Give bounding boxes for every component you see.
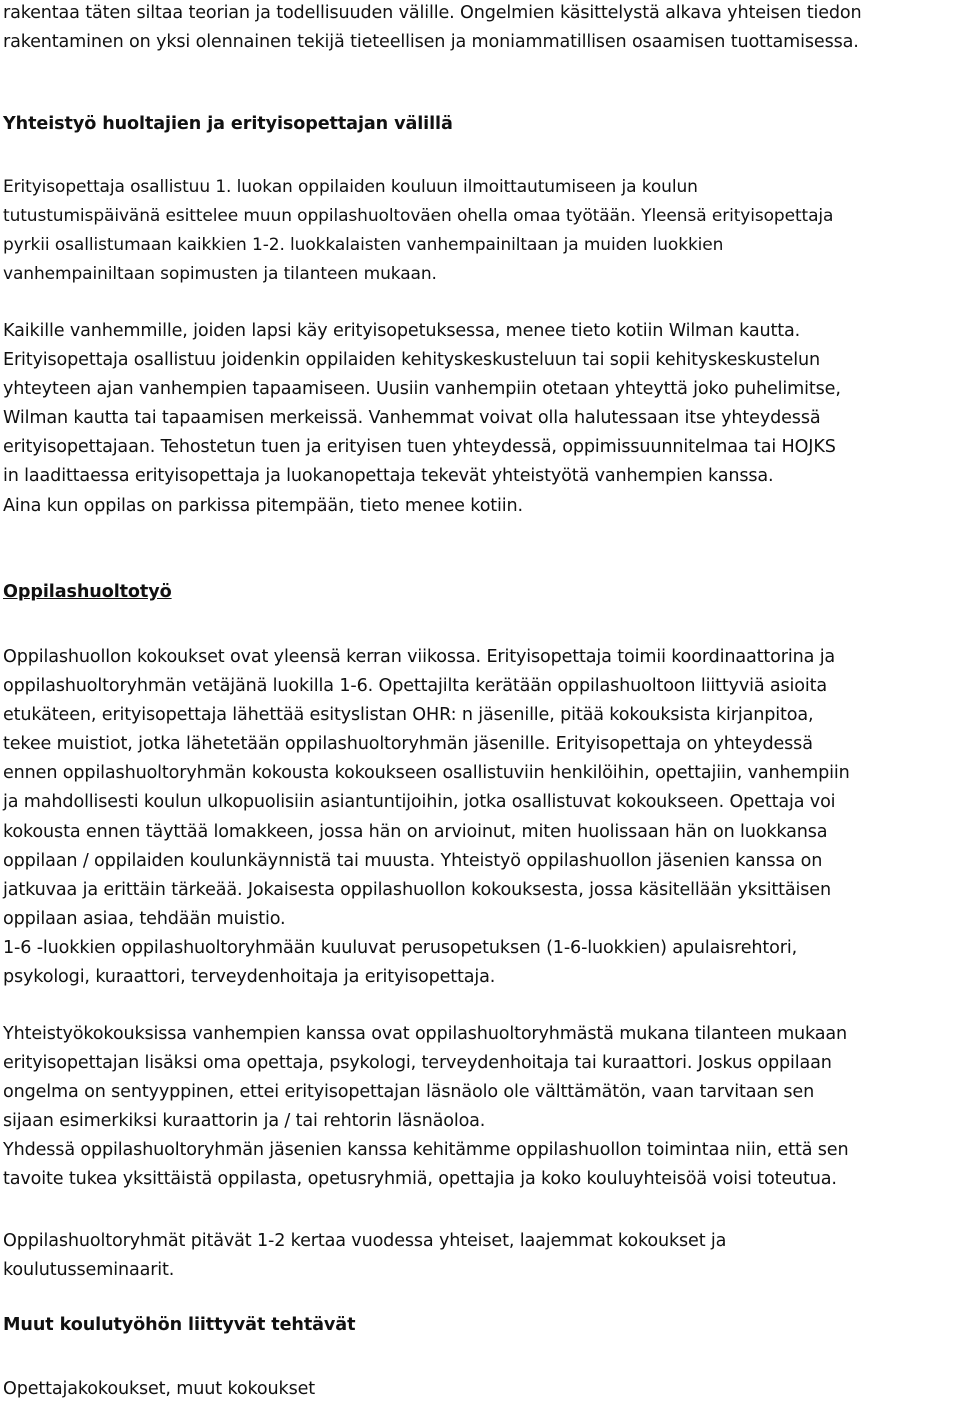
intro-line: rakentaminen on yksi olennainen tekijä tieteellisen ja moniammatillisen osaamisen tuottamisessa. bbox=[3, 32, 859, 53]
cooperation-paragraph-1 bbox=[3, 173, 833, 289]
intro-line: rakentaa täten siltaa teorian ja todellisuuden välille. Ongelmien käsittelystä alkava yhteisen tiedon bbox=[3, 3, 862, 23]
paragraph-line: Oppilashuoltoryhmät pitävät 1-2 kertaa vuodessa yhteiset, laajemmat kokoukset ja bbox=[3, 1231, 727, 1251]
paragraph-line: Erityisopettaja osallistuu joidenkin oppilaiden kehityskeskusteluun tai sopii kehityskeskustelun bbox=[3, 350, 820, 371]
paragraph-line: Yhdessä oppilashuoltoryhmän jäsenien kanssa kehitämme oppilashuollon toimintaa niin, että sen bbox=[3, 1140, 849, 1161]
paragraph-line: ennen oppilashuoltoryhmän kokousta kokoukseen osallistuviin henkilöihin, opettajiin, vanhempiin bbox=[3, 763, 850, 784]
paragraph-line: sijaan esimerkiksi kuraattorin ja / tai rehtorin läsnäoloa. bbox=[3, 1111, 486, 1132]
paragraph-line: oppilashuoltoryhmän vetäjänä luokilla 1-6. Opettajilta kerätään oppilashuoltoon liittyviä asioita bbox=[3, 676, 828, 697]
paragraph-line: erityisopettajan lisäksi oma opettaja, psykologi, terveydenhoitaja tai kuraattori. Joskus oppilaan bbox=[3, 1053, 832, 1074]
welfare-paragraph-3 bbox=[3, 1227, 726, 1285]
paragraph-line: vanhempainiltaan sopimusten ja tilanteen mukaan. bbox=[3, 264, 437, 285]
paragraph-line: Wilman kautta tai tapaamisen merkeissä. Vanhemmat voivat olla halutessaan itse yhteydessä bbox=[3, 408, 821, 429]
paragraph-line: ja mahdollisesti koulun ulkopuolisiin asiantuntijoihin, jotka osallistuvat kokoukseen. Opettaja voi bbox=[3, 792, 836, 813]
paragraph-line: pyrkii osallistumaan kaikkien 1-2. luokkalaisten vanhempainiltaan ja muiden luokkien bbox=[3, 235, 724, 256]
paragraph-line: etukäteen, erityisopettaja lähettää esityslistan OHR: n jäsenille, pitää kokouksista kirjanpitoa, bbox=[3, 705, 814, 726]
paragraph-line: tutustumispäivänä esittelee muun oppilashuoltoväen ohella omaa työtään. Yleensä erityisopettaja bbox=[3, 206, 834, 227]
paragraph-line: ongelma on sentyyppinen, ettei erityisopettajan läsnäolo ole välttämätön, vaan tarvitaan sen bbox=[3, 1082, 815, 1103]
paragraph-line: in laadittaessa erityisopettaja ja luokanopettaja tekevät yhteistyötä vanhempien kanssa. bbox=[3, 466, 774, 487]
paragraph-line: Erityisopettaja osallistuu 1. luokan oppilaiden kouluun ilmoittautumiseen ja koulun bbox=[3, 177, 698, 197]
paragraph-line: jatkuvaa ja erittäin tärkeää. Jokaisesta oppilashuollon kokouksesta, jossa käsitellään yksittäisen bbox=[3, 879, 831, 900]
paragraph-line: yhteyteen ajan vanhempien tapaamiseen. Uusiin vanhempiin otetaan yhteyttä joko puhelimitse, bbox=[3, 379, 841, 400]
intro-paragraph bbox=[3, 0, 862, 57]
paragraph-line: kokousta ennen täyttää lomakkeen, jossa hän on arvioinut, miten huolissaan hän on luokkansa bbox=[3, 821, 828, 842]
paragraph-line: psykologi, kuraattori, terveydenhoitaja ja erityisopettaja. bbox=[3, 967, 496, 988]
paragraph-line: 1-6 -luokkien oppilashuoltoryhmään kuuluvat perusopetuksen (1-6-luokkien) apulaisrehtori, bbox=[3, 937, 798, 958]
paragraph-line: Oppilashuollon kokoukset ovat yleensä kerran viikossa. Erityisopettaja toimii koordinaattorina ja bbox=[3, 647, 836, 667]
paragraph-line: tekee muistiot, jotka lähetetään oppilashuoltoryhmän jäsenille. Erityisopettaja on yhteydessä bbox=[3, 734, 813, 755]
paragraph-line: oppilaan asiaa, tehdään muistio. bbox=[3, 908, 286, 929]
paragraph-line: koulutusseminaarit. bbox=[3, 1260, 175, 1281]
paragraph-line: Yhteistyökokouksissa vanhempien kanssa ovat oppilashuoltoryhmästä mukana tilanteen mukaan bbox=[3, 1024, 848, 1044]
section-heading-other-tasks: Muut koulutyöhön liittyvät tehtävät bbox=[3, 1315, 356, 1335]
paragraph-line: oppilaan / oppilaiden koulunkäynnistä tai muusta. Yhteistyö oppilashuollon jäsenien kanssa on bbox=[3, 850, 823, 871]
paragraph-line: Opettajakokoukset, muut kokoukset bbox=[3, 1379, 316, 1399]
cooperation-paragraph-2 bbox=[3, 317, 841, 521]
paragraph-line: Aina kun oppilas on parkissa pitempään, tieto menee kotiin. bbox=[3, 495, 523, 516]
welfare-paragraph-2 bbox=[3, 1020, 848, 1195]
other-tasks-paragraph bbox=[3, 1375, 315, 1404]
paragraph-line: tavoite tukea yksittäistä oppilasta, opetusryhmiä, opettajia ja koko kouluyhteisöä voisi toteutua. bbox=[3, 1169, 837, 1190]
section-heading-student-welfare: Oppilashuoltotyö bbox=[3, 582, 172, 602]
paragraph-line: erityisopettajaan. Tehostetun tuen ja erityisen tuen yhteydessä, oppimissuunnitelmaa tai HOJKS bbox=[3, 437, 836, 458]
welfare-paragraph-1 bbox=[3, 643, 850, 992]
paragraph-line: Kaikille vanhemmille, joiden lapsi käy erityisopetuksessa, menee tieto kotiin Wilman kautta. bbox=[3, 321, 801, 341]
section-heading-cooperation: Yhteistyö huoltajien ja erityisopettajan välillä bbox=[3, 114, 453, 134]
